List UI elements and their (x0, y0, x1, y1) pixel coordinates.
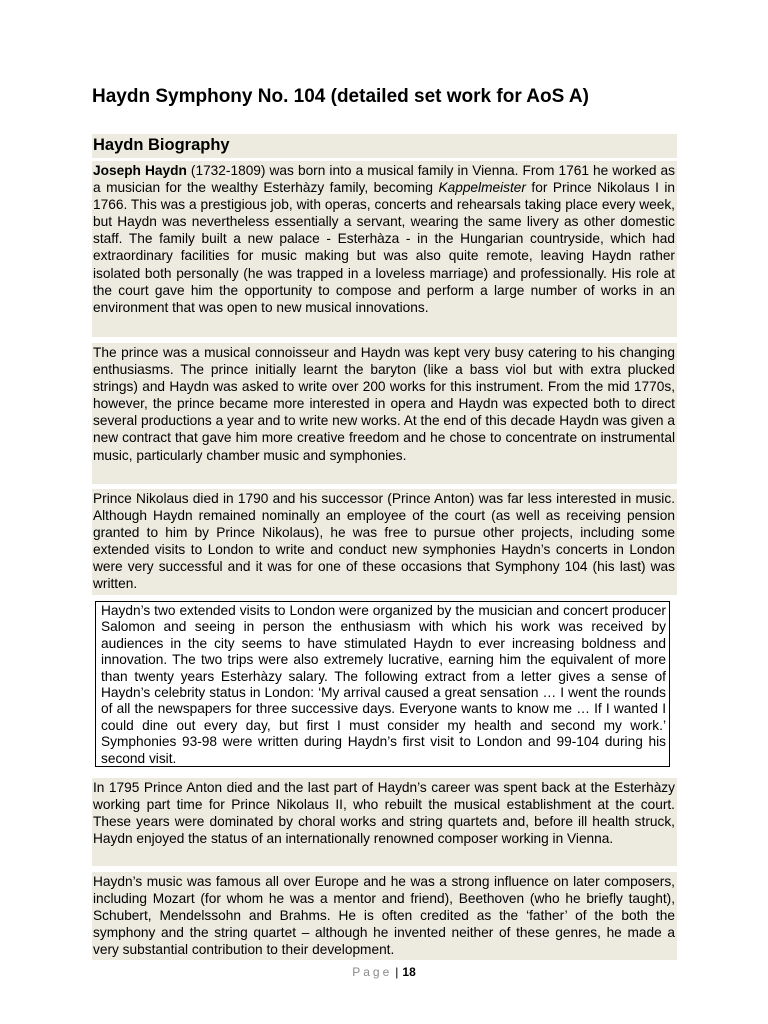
section-heading: Haydn Biography (92, 134, 677, 158)
page-title: Haydn Symphony No. 104 (detailed set work for AoS A) (92, 86, 589, 107)
biography-paragraph-3: Prince Nikolaus died in 1790 and his successor (Prince Anton) was far less interested in music. Although Haydn remained nominally an employee of the court (as well as receiving pension granted to him by Prince Nikolaus), he was free to pursue other projects, including some extended visits to London to write and conduct new symphonies Haydn’s concerts in London were very successful and it was for one of these occasions that Symphony 104 (his last) was written. (92, 489, 677, 595)
london-visits-callout: Haydn’s two extended visits to London were organized by the musician and concert producer Salomon and seeing in person the enthusiasm with which his work was received by audiences in the city seems to have stimulated Haydn to ever increasing boldness and innovation. The two trips were also extremely lucrative, earning him the equivalent of more than twenty years Esterhàzy salary. The following extract from a letter gives a sense of Haydn’s celebrity status in London: ‘My arrival caused a great sensation … I went the rounds of all the newspapers for three successive days. Everyone wants to know me … If I wanted I could dine out every day, but first I must consider my health and second my work.’ Symphonies 93-98 were written during Haydn’s first visit to London and 99-104 during his second visit. (95, 601, 670, 767)
page-footer (0, 965, 768, 979)
kappelmeister-term: Kappelmeister (438, 180, 526, 196)
composer-name: Joseph Haydn (93, 163, 187, 178)
page-number: 18 (402, 965, 416, 979)
biography-paragraph-1 (92, 161, 677, 337)
page-label: Page (352, 965, 393, 979)
biography-paragraph-4: In 1795 Prince Anton died and the last part of Haydn’s career was spent back at the Esterhàzy working part time for Prince Nikolaus II, who rebuilt the musical establishment at the court. These years were dominated by choral works and string quartets and, before ill health struck, Haydn enjoyed the status of an internationally renowned composer working in Vienna. (92, 778, 677, 866)
paragraph-1-text-b: for Prince Nikolaus I in 1766. This was a prestigious job, with operas, concerts and rehearsals taking place every week, but Haydn was nevertheless essentially a servant, wearing the same livery as other domestic staff. The family built a new palace - Esterhàza - in the Hungarian countryside, which had extraordinary facilities for music making but was also quite remote, leaving Haydn rather isolated both personally (he was trapped in a loveless marriage) and professionally. His role at the court gave him the opportunity to compose and perform a large number of works in an environment that was open to new musical innovations. (93, 180, 675, 315)
biography-paragraph-5: Haydn’s music was famous all over Europe and he was a strong influence on later composers, including Mozart (for whom he was a mentor and friend), Beethoven (who he briefly taught), Schubert, Mendelssohn and Brahms. He is often credited as the ‘father’ of the both the symphony and the string quartet – although he invented neither of these genres, he made a very substantial contribution to their development. (92, 872, 677, 960)
biography-paragraph-2: The prince was a musical connoisseur and Haydn was kept very busy catering to his changing enthusiasms. The prince initially learnt the baryton (like a bass viol but with extra plucked strings) and Haydn was asked to write over 200 works for this instrument. From the mid 1770s, however, the prince became more interested in opera and Haydn was expected both to direct several productions a year and to write new works. At the end of this decade Haydn was given a new contract that gave him more creative freedom and he chose to concentrate on instrumental music, particularly chamber music and symphonies. (92, 343, 677, 484)
paragraph-1-text-a: (1732-1809) was born into a musical family in Vienna. From 1761 he worked as a musician for the wealthy Esterhàzy family, becoming (93, 163, 675, 196)
footer-separator: | (395, 965, 399, 979)
